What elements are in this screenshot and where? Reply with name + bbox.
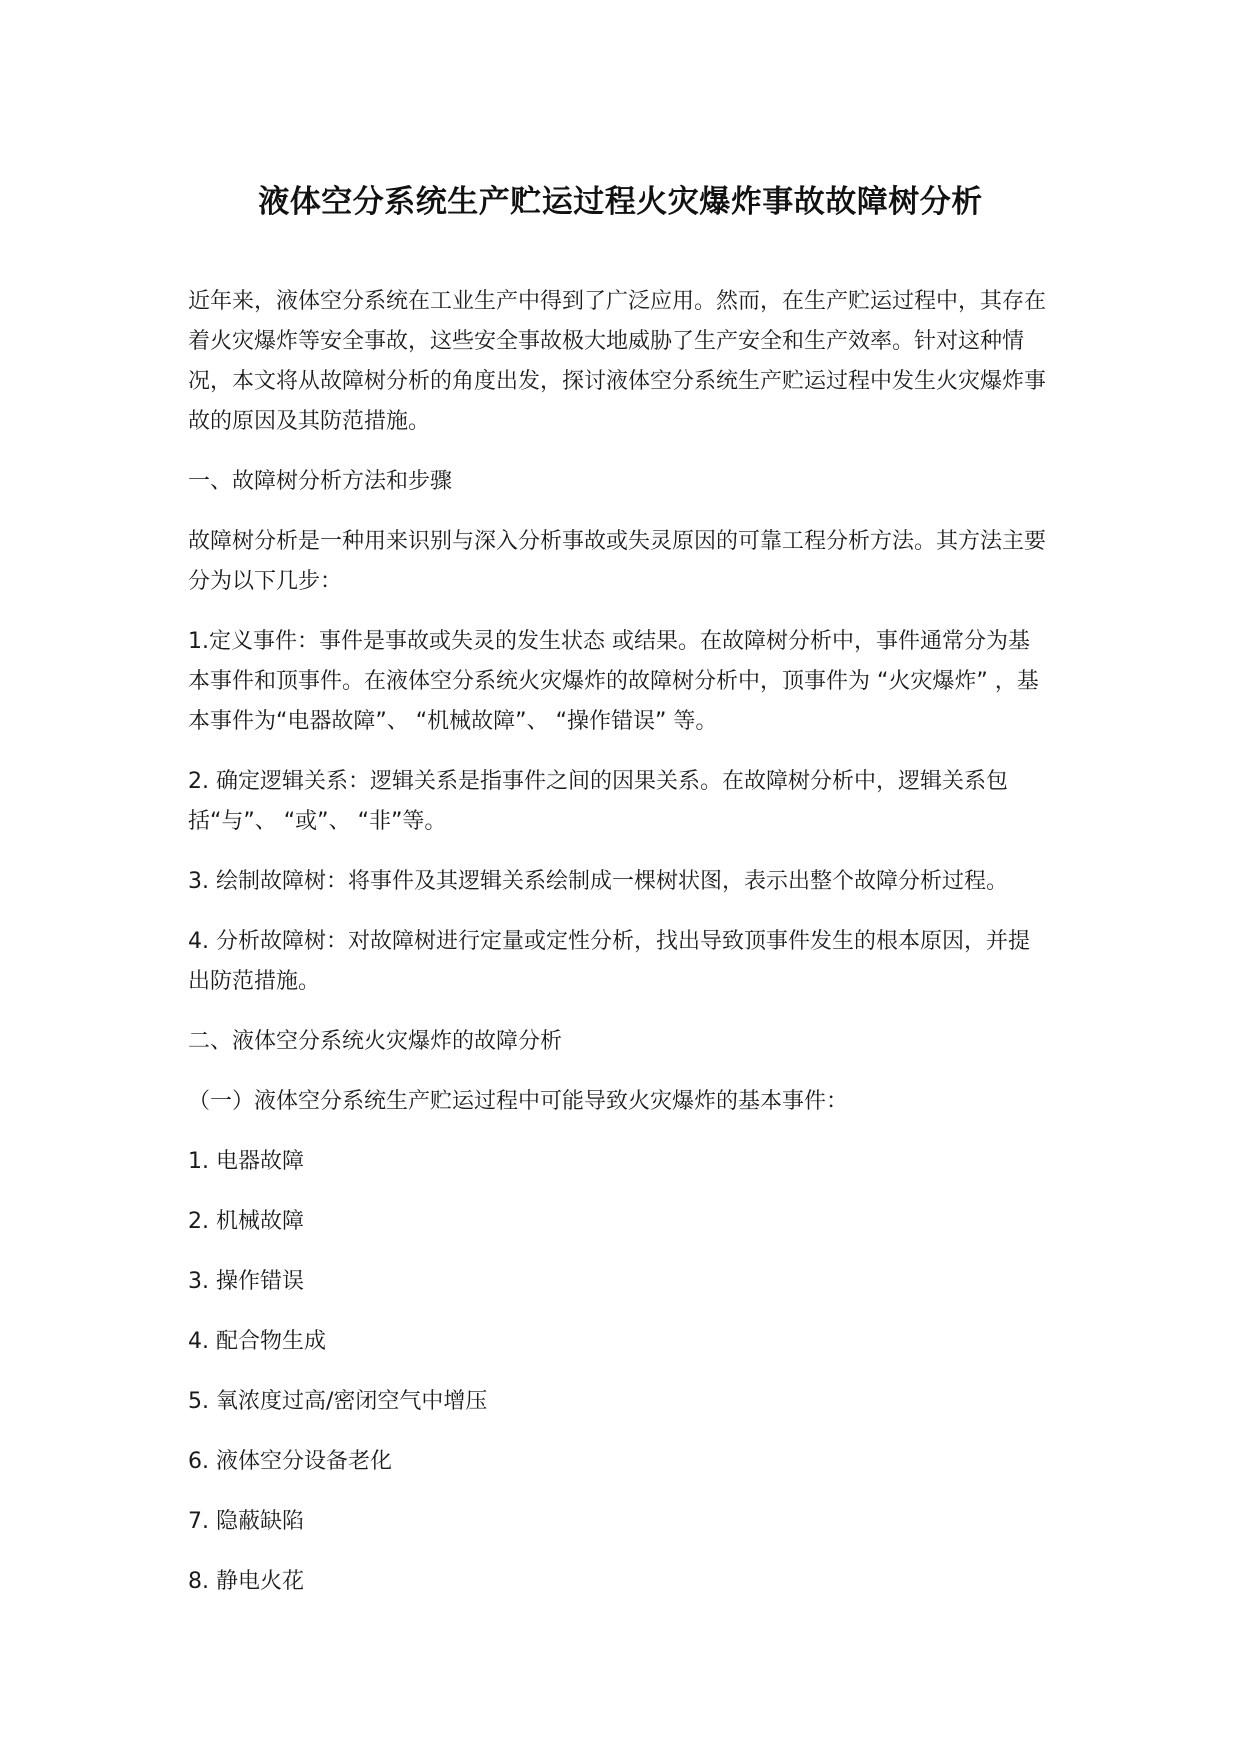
list-item: 6. 液体空分设备老化 (188, 1449, 392, 1474)
list-item: 2. 机械故障 (188, 1209, 304, 1234)
step-paragraph: 2. 确定逻辑关系：逻辑关系是指事件之间的因果关系。在故障树分析中，逻辑关系包括“与”、 “或”、 “非”等。 (188, 769, 1008, 834)
list-item: 3. 操作错误 (188, 1269, 304, 1294)
list-item: 1. 电器故障 (188, 1149, 304, 1174)
list-item: 8. 静电火花 (188, 1569, 304, 1594)
section-1-heading: 一、故障树分析方法和步骤 (188, 469, 453, 494)
document-title: 液体空分系统生产贮运过程火灾爆炸事故故障树分析 (258, 184, 983, 220)
list-item: 7. 隐蔽缺陷 (188, 1509, 304, 1534)
basic-events-list (188, 1142, 1046, 1602)
step-paragraph: 3. 绘制故障树：将事件及其逻辑关系绘制成一棵树状图，表示出整个故障分析过程。 (188, 869, 1008, 894)
intro-paragraph: 近年来，液体空分系统在工业生产中得到了广泛应用。然而，在生产贮运过程中，其存在着火灾爆炸等安全事故，这些安全事故极大地威胁了生产安全和生产效率。针对这种情况，本文将从故障树分析的角度出发，探讨液体空分系统生产贮运过程中发生火灾爆炸事故的原因及其防范措施。 (188, 289, 1047, 434)
step-paragraph: 1.定义事件：事件是事故或失灵的发生状态 或结果。在故障树分析中，事件通常分为基本事件和顶事件。在液体空分系统火灾爆炸的故障树分析中，顶事件为 “火灾爆炸” ，基本事件为“电器故障”、 “机械故障”、 “操作错误” 等。 (188, 629, 1039, 734)
list-item: 5. 氧浓度过高/密闭空气中增压 (188, 1389, 488, 1414)
section-2-sub-heading: （一）液体空分系统生产贮运过程中可能导致火灾爆炸的基本事件： (188, 1089, 849, 1114)
document-body (188, 282, 1046, 1622)
step-paragraph: 4. 分析故障树：对故障树进行定量或定性分析，找出导致顶事件发生的根本原因，并提出防范措施。 (188, 929, 1030, 994)
section-2-heading: 二、液体空分系统火灾爆炸的故障分析 (188, 1029, 563, 1054)
section-1-intro: 故障树分析是一种用来识别与深入分析事故或失灵原因的可靠工程分析方法。其方法主要分为以下几步： (188, 529, 1047, 594)
list-item: 4. 配合物生成 (188, 1329, 326, 1354)
